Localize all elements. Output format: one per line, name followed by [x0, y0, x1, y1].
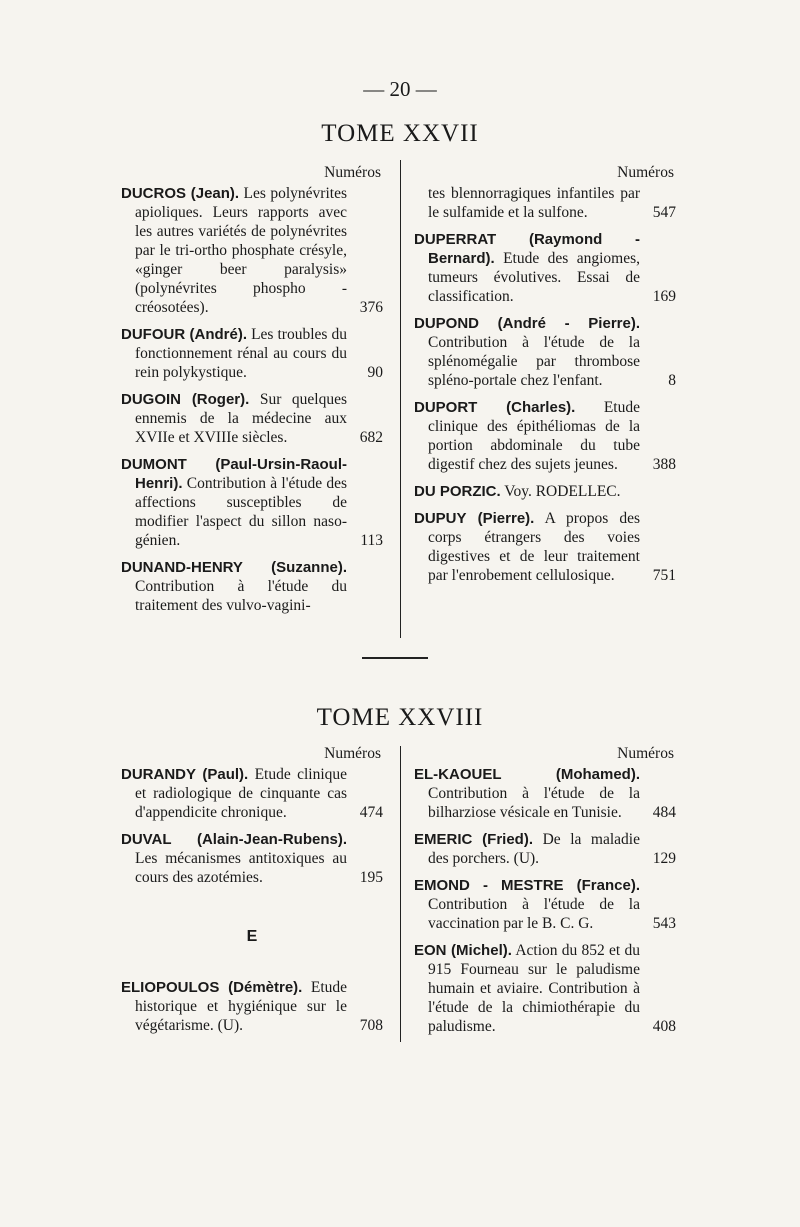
entry-author: EMERIC (Fried).: [414, 831, 534, 848]
entry: [414, 398, 676, 474]
entry-number: 751: [652, 567, 676, 584]
entry-number: 388: [652, 456, 676, 473]
tome-title: TOME XXVII: [321, 120, 479, 147]
tome-title: TOME XXVIII: [316, 704, 484, 731]
entry-author: DUGOIN (Roger).: [121, 391, 250, 408]
column-left: [121, 163, 383, 623]
entry: [414, 941, 676, 1036]
column-divider: [400, 160, 401, 638]
entry-number: 90: [367, 364, 383, 381]
entry-title: A propos des corps étrangers des voies digestives et de leur traitement par l'enrobement cellulosique.: [428, 510, 640, 584]
entry-title: Etude des angiomes, tumeurs évolutives. Essai de classification.: [428, 250, 640, 305]
entry: [414, 509, 676, 585]
entry: [121, 455, 383, 550]
entry-title: Etude historique et hygiénique sur le végétarisme. (U).: [135, 979, 348, 1034]
entry-author: DU PORZIC.: [414, 483, 501, 500]
entry-title: tes blennorragiques infantiles par le sulfamide et la sulfone.: [428, 185, 640, 221]
column-header: Numéros: [324, 745, 381, 762]
section-separator: [362, 657, 428, 659]
entry: [121, 830, 383, 887]
entry-author: DUPERRAT (Raymond - Bernard).: [414, 231, 640, 267]
entry-author: DUPOND (André - Pierre).: [414, 315, 640, 332]
entry: [121, 765, 383, 822]
column-divider: [400, 746, 401, 1042]
entry-title: Etude clinique et radiologique de cinquante cas d'appendicite chronique.: [135, 766, 347, 821]
entry: [414, 230, 676, 306]
entry-title: Voy. RODELLEC.: [500, 483, 621, 500]
entry: [414, 830, 676, 868]
entry: [121, 558, 383, 615]
entry-title: Contribution à l'étude de la vaccination par le B. C. G.: [428, 896, 640, 932]
entry-title: Les polynévrites apioliques. Leurs rapports avec les autres variétés de polynévrites par le tri-ortho phosphate crésyle, «ginger beer paralysis» (polynévrites phospho - créosotées).: [135, 185, 347, 316]
entry-number: 376: [359, 299, 383, 316]
entry: [414, 765, 676, 822]
entry: [121, 390, 383, 447]
column-left: [121, 744, 383, 1043]
column-header: Numéros: [324, 164, 381, 181]
entry: [414, 184, 676, 222]
entry-title: Contribution à l'étude de la splénomégalie par thrombose spléno-portale chez l'enfant.: [428, 334, 640, 389]
section-letter: E: [246, 928, 258, 945]
entry-number: 682: [359, 429, 383, 446]
entry-number: 169: [652, 288, 676, 305]
entry-number: 543: [652, 915, 676, 932]
entry-number: 8: [668, 372, 676, 389]
entry-title: Etude clinique des épithéliomas de la portion abdominale du tube digestif chez des sujets jeunes.: [428, 399, 640, 473]
entry: [121, 325, 383, 382]
entry-number: 708: [359, 1017, 383, 1034]
entry-author: DUPORT (Charles).: [414, 399, 576, 416]
entry-author: EL-KAOUEL (Mohamed).: [414, 766, 640, 783]
entry-title: Contribution à l'étude du traitement des vulvo-vagini-: [135, 578, 347, 614]
entry-number: 484: [652, 804, 676, 821]
entry-title: Les troubles du fonctionnement rénal au cours du rein polykystique.: [135, 326, 347, 381]
entry-number: 474: [359, 804, 383, 821]
entry-title: Les mécanismes antitoxiques au cours des azotémies.: [135, 850, 347, 886]
entry-author: ELIOPOULOS (Démètre).: [121, 979, 303, 996]
entry-author: EON (Michel).: [414, 942, 512, 959]
entry: [414, 482, 676, 501]
entry-author: DURANDY (Paul).: [121, 766, 249, 783]
entry-author: DUFOUR (André).: [121, 326, 248, 343]
column-right: [414, 744, 676, 1044]
entry-title: Sur quelques ennemis de la médecine aux XVIIe et XVIIIe siècles.: [135, 391, 347, 446]
entry-author: DUVAL (Alain-Jean-Rubens).: [121, 831, 347, 848]
entry-number: 408: [652, 1018, 676, 1035]
entry-title: Contribution à l'étude de la bilharziose vésicale en Tunisie.: [428, 785, 640, 821]
entry-number: 195: [359, 869, 383, 886]
entry: [414, 314, 676, 390]
entry-number: 113: [360, 532, 383, 549]
entry-author: DUMONT (Paul-Ursin-Raoul-Henri).: [121, 456, 347, 492]
entry-author: EMOND - MESTRE (France).: [414, 877, 640, 894]
entry-author: DUCROS (Jean).: [121, 185, 240, 202]
column-header: Numéros: [617, 164, 674, 181]
column-header: Numéros: [617, 745, 674, 762]
entry-title: Action du 852 et du 915 Fourneau sur le paludisme humain et aviaire. Contribution à l'étude de la chimiothérapie du paludisme.: [428, 942, 640, 1035]
entry: [121, 978, 383, 1035]
page-number: — 20 —: [363, 77, 437, 101]
entry-title: Contribution à l'étude des affections susceptibles de modifier l'aspect du sillon naso-génien.: [135, 475, 347, 549]
entry-number: 129: [652, 850, 676, 867]
entry-author: DUPUY (Pierre).: [414, 510, 535, 527]
entry: [121, 184, 383, 317]
entry: [414, 876, 676, 933]
column-right: [414, 163, 676, 593]
entry-author: DUNAND-HENRY (Suzanne).: [121, 559, 347, 576]
entry-number: 547: [652, 204, 676, 221]
entry-title: De la maladie des porchers. (U).: [428, 831, 640, 867]
